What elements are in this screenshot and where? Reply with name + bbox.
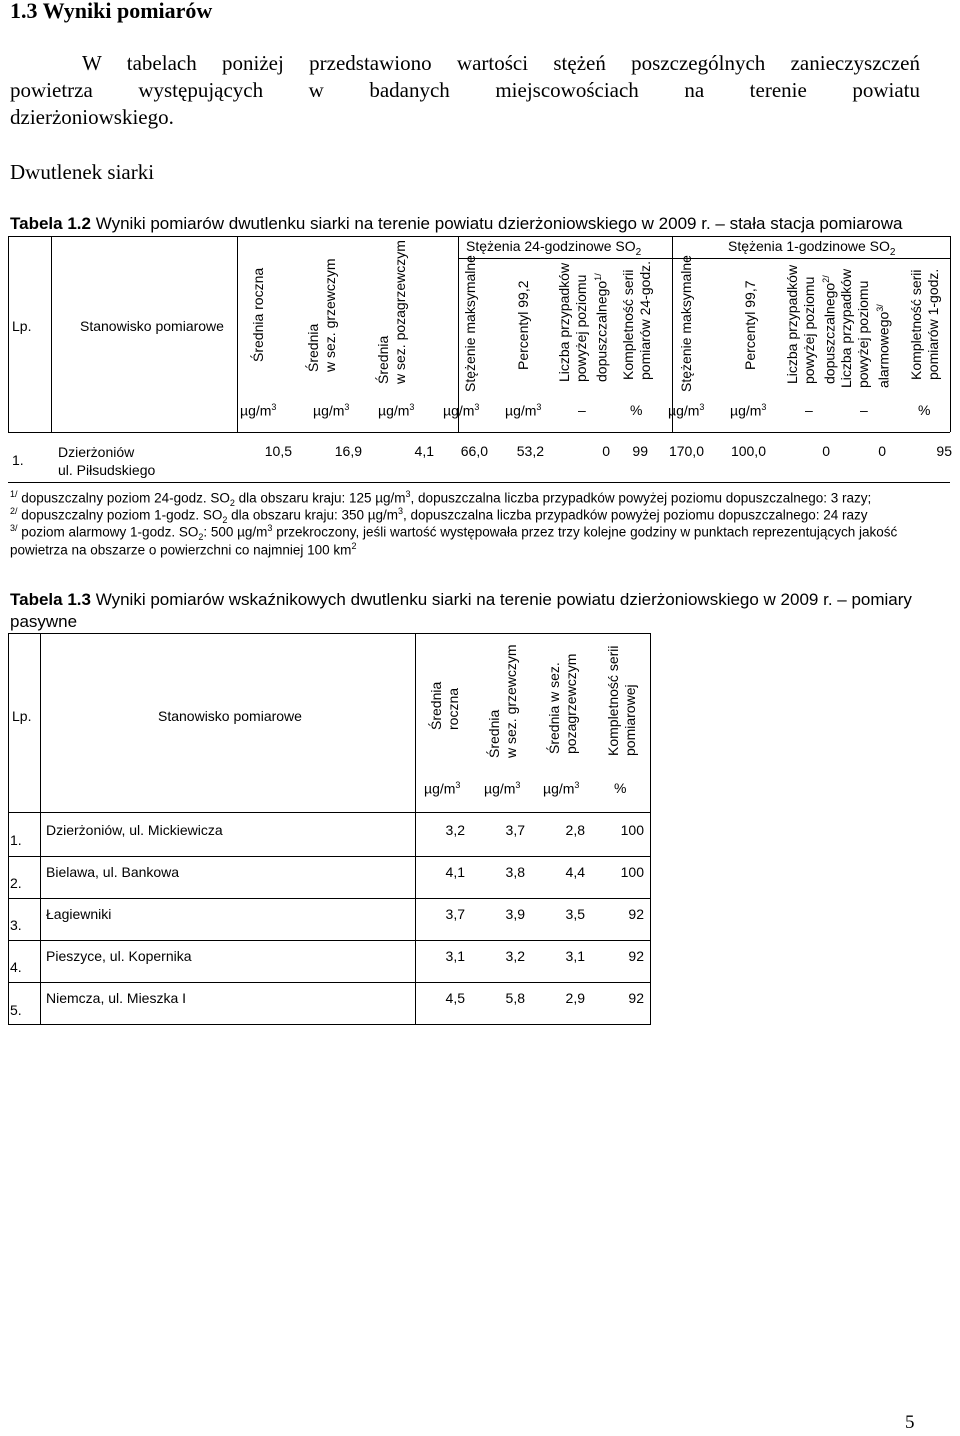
table2-caption-dash: – — [832, 590, 852, 609]
table1-cell-max1: 170,0 — [668, 443, 704, 459]
table1-caption — [10, 212, 903, 235]
table1-col-sep — [237, 236, 238, 432]
table2-cell-station: Łagiewniki — [46, 906, 112, 922]
table2-cell-station: Pieszyce, ul. Kopernika — [46, 948, 192, 964]
table2-cell-winter: 3,9 — [505, 906, 525, 922]
table2-row-sep — [8, 982, 650, 983]
table2-border-right — [650, 633, 651, 1025]
table1-bottom — [8, 482, 950, 483]
table2-row-sep — [8, 940, 650, 941]
table1-cell-exc24: 0 — [602, 443, 610, 459]
table2-cell-winter: 5,8 — [505, 990, 525, 1006]
table1-cell-station-1: Dzierżoniów — [58, 444, 135, 460]
table2-cell-annual: 3,7 — [445, 906, 465, 922]
table1-header-bottom — [8, 432, 950, 433]
intro-line-3: dzierżoniowskiego. — [10, 105, 174, 129]
table2-cell-nonheat: 3,5 — [565, 906, 585, 922]
table1-group-divider — [458, 258, 950, 259]
table1-cell-comp1: 95 — [936, 443, 952, 459]
table2-cell-nonheat: 3,1 — [565, 948, 585, 964]
table1-header-p997: Percentyl 99,7 — [742, 280, 758, 370]
table2-cell-lp: 2. — [10, 875, 22, 891]
table1-border-right — [950, 236, 951, 432]
table1-header-max1: Stężenie maksymalne — [678, 255, 694, 392]
intro-line-2: powietrza występujących w badanych miejscowościach na terenie powiatu — [10, 78, 920, 102]
table1-unit-p997: $\mu g/m^3$ — [730, 402, 767, 419]
table1-header-exc24: Liczba przypadków powyżej poziomu dopuszczalnego$^{1/}$ — [556, 262, 610, 382]
table1-header-comp24: Kompletność serii pomiarów 24-godz. — [620, 260, 653, 380]
table2-row-sep — [8, 898, 650, 899]
page-number: 5 — [905, 1412, 915, 1433]
table2-cell-comp: 92 — [628, 990, 644, 1006]
table1-footnote-3-cont: powietrza na obszarze o powierzchni co najmniej 100 $km^2$ — [10, 541, 357, 558]
table1-caption-tail: stała stacja pomiarowa — [729, 214, 903, 233]
table2-caption-line2: pasywne — [10, 612, 78, 631]
table2-header-lp: Lp. — [12, 708, 32, 724]
table1-group-1h: Stężenia 1-godzinowe $SO_2$ — [728, 238, 896, 258]
table2-cell-annual: 4,1 — [445, 864, 465, 880]
table2-header-nonheat: Średnia w sez. pozagrzewczym — [546, 653, 579, 754]
table1-cell-p997: 100,0 — [730, 443, 766, 459]
table2-cell-station: Dzierżoniów, ul. Mickiewicza — [46, 822, 223, 838]
table2-unit-comp: % — [614, 780, 627, 796]
table2-cell-comp: 92 — [628, 948, 644, 964]
table1-group-24h: Stężenia 24-godzinowe $SO_2$ — [466, 238, 642, 258]
table2-bottom — [8, 1024, 650, 1025]
table1-header-winter: Średnia w sez. grzewczym — [305, 258, 338, 372]
table2-cell-nonheat: 4,4 — [565, 864, 585, 880]
table2-cell-annual: 3,1 — [445, 948, 465, 964]
table2-cell-station: Niemcza, ul. Mieszka I — [46, 990, 187, 1006]
table2-cell-lp: 4. — [10, 959, 22, 975]
table1-footnote-1: $^{1/}$ dopuszczalny poziom 24-godz. $SO_2$ dla obszaru kraju: 125 $\mu g/m^3$, dopuszczalna liczba przypadków powyżej poziomu dopuszczalnego: 3 razy; — [10, 489, 872, 509]
table2-header-winter: Średnia w sez. grzewczym — [486, 644, 519, 758]
table1-cell-station-2: ul. Piłsudskiego — [58, 462, 156, 478]
table1-unit-exc1: – — [805, 402, 813, 418]
table2-col-sep — [40, 633, 41, 1025]
table1-caption-num: 2 — [81, 214, 91, 233]
table1-col-sep — [51, 236, 52, 432]
table2-border-top — [8, 633, 650, 634]
table1-cell-alarm: 0 — [878, 443, 886, 459]
table2-cell-winter: 3,7 — [505, 822, 525, 838]
table2-header-station: Stanowisko pomiarowe — [158, 708, 302, 724]
table2-cell-comp: 100 — [620, 864, 644, 880]
table2-caption-tail: pomiary — [851, 590, 912, 609]
table1-border-left — [8, 236, 9, 432]
table2-cell-comp: 92 — [628, 906, 644, 922]
table1-header-max24: Stężenie maksymalne — [462, 255, 478, 392]
subheading-so2: Dwutlenek siarki — [10, 160, 155, 184]
table2-cell-winter: 3,8 — [505, 864, 525, 880]
table1-unit-alarm: – — [860, 402, 868, 418]
table2-header-comp: Kompletność serii pomiarowej — [605, 645, 638, 756]
table1-footnote-3: $^{3/}$ poziom alarmowy 1-godz. $SO_2$: 500 $\mu g/m^3$ przekroczony, jeśli wartość występowała przez trzy kolejne godziny w punktach reprezentujących jakość — [10, 523, 898, 543]
table1-unit-p992: $\mu g/m^3$ — [505, 402, 542, 419]
table1-cell-comp24: 99 — [632, 443, 648, 459]
table1-cell-annual: 10,5 — [264, 443, 292, 459]
table2-caption-text: Wyniki pomiarów wskaźnikowych dwutlenku siarki na terenie powiatu dzierżoniowskiego w 2009 r. — [90, 590, 833, 609]
table1-caption-text: Wyniki pomiarów dwutlenku siarki na terenie powiatu dzierżoniowskiego w 2009 r. — [90, 214, 711, 233]
table1-cell-max24: 66,0 — [460, 443, 488, 459]
table2-header-annual: Średnia roczna — [428, 681, 461, 730]
table1-unit-max24: $\mu g/m^3$ — [443, 402, 480, 419]
table1-unit-exc24: – — [578, 402, 586, 418]
table1-unit-nonheat: $\mu g/m^3$ — [378, 402, 415, 419]
table1-unit-annual: $\mu g/m^3$ — [240, 402, 277, 419]
table2-border-left — [8, 633, 9, 1025]
table1-caption-dash: – — [710, 214, 730, 233]
table1-header-comp1: Kompletność serii pomiarów 1-godz. — [908, 268, 941, 380]
table2-cell-station: Bielawa, ul. Bankowa — [46, 864, 180, 880]
table2-cell-lp: 5. — [10, 1002, 22, 1018]
table1-header-nonheat: Średnia w sez. pozagrzewczym — [375, 240, 408, 384]
table1-cell-p992: 53,2 — [516, 443, 544, 459]
table1-cell-lp: 1. — [12, 452, 24, 468]
table1-footnote-2: $^{2/}$ dopuszczalny poziom 1-godz. $SO_2$ dla obszaru kraju: 350 $\mu g/m^3$, dopuszczalna liczba przypadków powyżej poziomu dopuszczalnego: 24 razy — [10, 506, 868, 526]
table2-cell-nonheat: 2,9 — [565, 990, 585, 1006]
table1-cell-nonheat: 4,1 — [414, 443, 434, 459]
section-title: 1.3 Wyniki pomiarów — [10, 0, 213, 23]
table1-unit-max1: $\mu g/m^3$ — [668, 402, 705, 419]
table2-unit-annual: $\mu g/m^3$ — [424, 780, 461, 797]
table1-cell-winter: 16,9 — [334, 443, 362, 459]
table2-cell-annual: 3,2 — [445, 822, 465, 838]
table2-unit-nonheat: $\mu g/m^3$ — [543, 780, 580, 797]
table1-unit-comp24: % — [630, 402, 643, 418]
table1-unit-winter: $\mu g/m^3$ — [313, 402, 350, 419]
table1-header-p992: Percentyl 99,2 — [515, 280, 531, 370]
table2-cell-winter: 3,2 — [505, 948, 525, 964]
table2-header-bottom — [8, 812, 650, 813]
table2-row-sep — [8, 856, 650, 857]
table2-caption — [10, 588, 912, 611]
table2-caption-label: Tabela 1. — [10, 590, 82, 609]
table1-unit-comp1: % — [918, 402, 931, 418]
table2-caption-num: 3 — [81, 590, 91, 609]
intro-paragraph — [10, 50, 920, 131]
table2-cell-comp: 100 — [620, 822, 644, 838]
table1-cell-exc1: 0 — [822, 443, 830, 459]
table2-cell-annual: 4,5 — [445, 990, 465, 1006]
intro-line-1: W tabelach poniżej przedstawiono wartości stężeń poszczególnych zanieczyszczeń — [82, 51, 920, 75]
table2-cell-nonheat: 2,8 — [565, 822, 585, 838]
table1-header-alarm: Liczba przypadków powyżej poziomu alarmowego$^{3/}$ — [838, 268, 892, 388]
table1-header-annual: Średnia roczna — [250, 267, 266, 362]
table1-caption-label: Tabela 1. — [10, 214, 82, 233]
table1-header-exc1: Liczba przypadków powyżej poziomu dopuszczalnego$^{2/}$ — [784, 264, 838, 384]
table1-header-lp: Lp. — [12, 318, 32, 334]
table2-cell-lp: 3. — [10, 917, 22, 933]
table2-cell-lp: 1. — [10, 832, 22, 848]
table2-unit-winter: $\mu g/m^3$ — [484, 780, 521, 797]
table1-border-top — [8, 236, 950, 237]
table1-header-station: Stanowisko pomiarowe — [80, 318, 224, 334]
